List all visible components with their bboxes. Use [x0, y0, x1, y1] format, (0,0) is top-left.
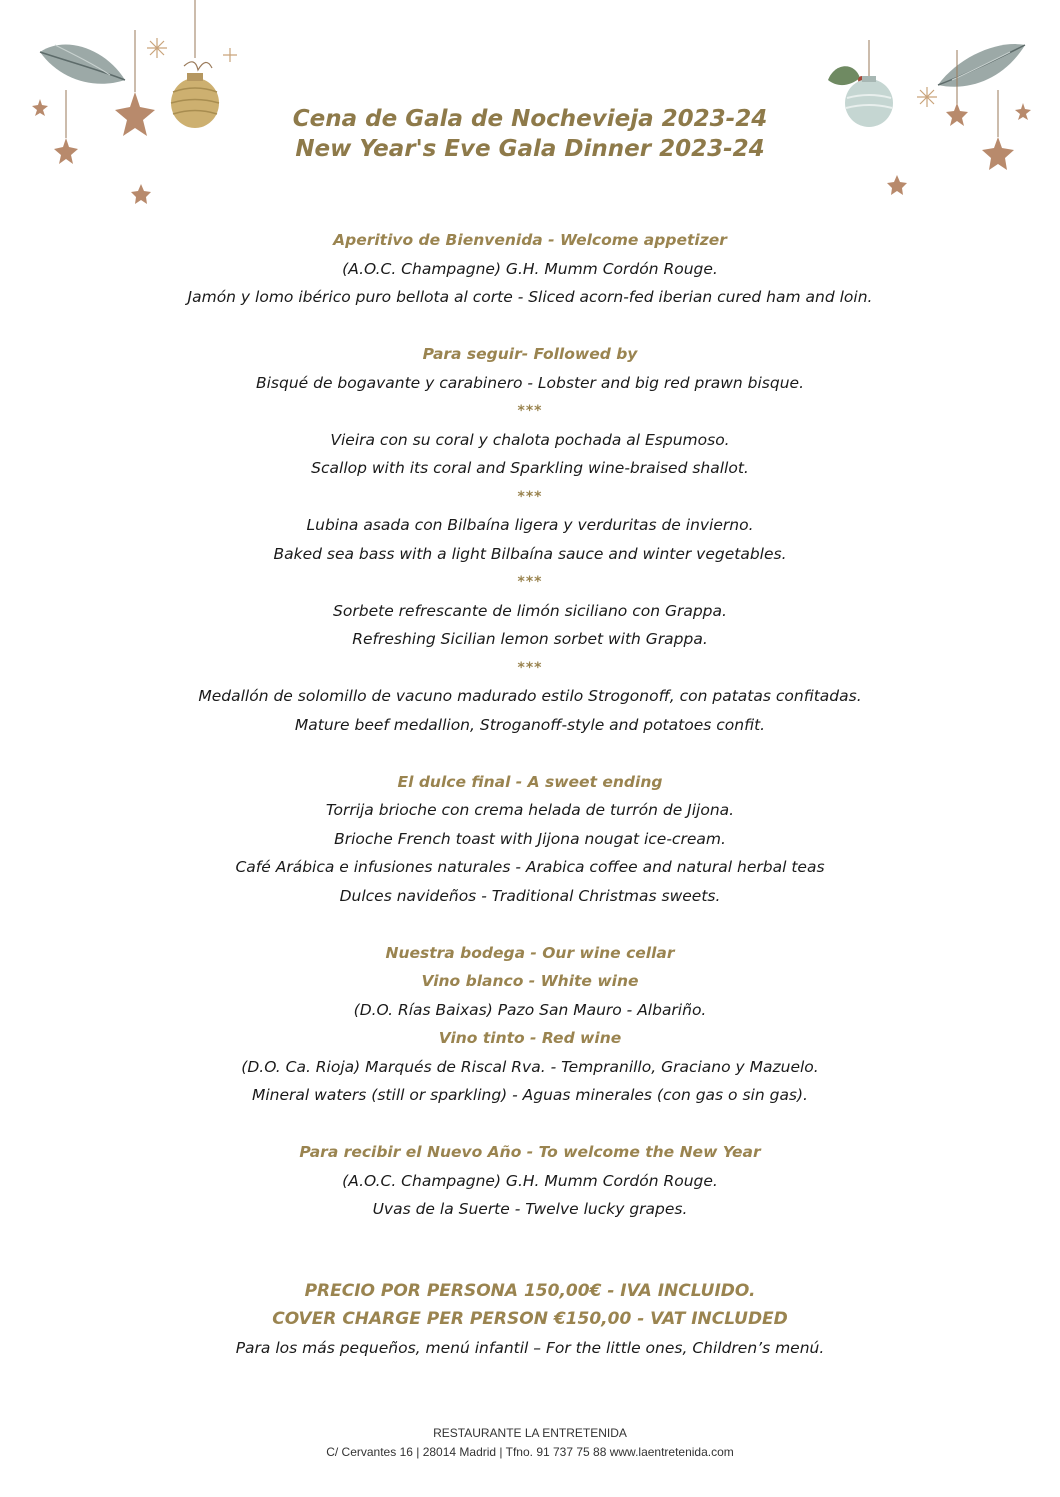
menu-item: (D.O. Rías Baixas) Pazo San Mauro - Albariño. — [353, 1000, 707, 1019]
menu-item: Medallón de solomillo de vacuno madurado estilo Strogonoff, con patatas confitadas. — [198, 687, 862, 705]
footer-restaurant-name: RESTAURANTE LA ENTRETENIDA — [433, 1426, 627, 1440]
menu-item: (D.O. Ca. Rioja) Marqués de Riscal Rva. - Tempranillo, Graciano y Mazuelo. — [241, 1057, 819, 1076]
section-heading-welcome: Aperitivo de Bienvenida - Welcome appetizer — [333, 231, 727, 249]
menu-item: (A.O.C. Champagne) G.H. Mumm Cordón Rouge. — [342, 1171, 718, 1190]
title-spanish: Cena de Gala de Nochevieja 2023-24 — [292, 106, 768, 132]
price-english: COVER CHARGE PER PERSON €150,00 - VAT INCLUDED — [272, 1309, 788, 1329]
menu-item: Refreshing Sicilian lemon sorbet with Grappa. — [352, 630, 708, 648]
price-spanish: PRECIO POR PERSONA 150,00€ - IVA INCLUIDO. — [304, 1281, 756, 1301]
sparkle-icon — [223, 48, 237, 62]
sparkle-icon — [917, 87, 937, 107]
subheading-white-wine: Vino blanco - White wine — [421, 972, 639, 990]
menu-item: Mineral waters (still or sparkling) - Aguas minerales (con gas o sin gas). — [252, 1086, 808, 1104]
course-separator: *** — [517, 403, 543, 419]
menu-item: Baked sea bass with a light Bilbaína sauce and winter vegetables. — [273, 544, 787, 563]
leaf-icon — [938, 44, 1025, 87]
menu-item: Vieira con su coral y chalota pochada al Espumoso. — [330, 430, 730, 449]
subheading-red-wine: Vino tinto - Red wine — [438, 1029, 622, 1047]
course-separator: *** — [517, 574, 543, 590]
course-separator: *** — [517, 659, 543, 676]
menu-item: Mature beef medallion, Stroganoff-style and potatoes confit. — [294, 715, 766, 734]
section-heading-dessert: El dulce final - A sweet ending — [397, 772, 663, 791]
menu-item: Jamón y lomo ibérico puro bellota al corte - Sliced acorn-fed iberian cured ham and loin. — [187, 288, 873, 306]
menu-item: Lubina asada con Bilbaína ligera y verduritas de invierno. — [306, 516, 754, 534]
section-heading-wine: Nuestra bodega - Our wine cellar — [385, 943, 675, 962]
leaf-icon — [40, 45, 125, 84]
section-heading-followed: Para seguir- Followed by — [422, 345, 638, 363]
menu-item: Bisqué de bogavante y carabinero - Lobster and big red prawn bisque. — [255, 373, 805, 392]
menu-item: Scallop with its coral and Sparkling wine-braised shallot. — [311, 459, 749, 477]
childrens-menu-note: Para los más pequeños, menú infantil – For the little ones, Children’s menú. — [235, 1339, 825, 1357]
menu-item: (A.O.C. Champagne) G.H. Mumm Cordón Rouge. — [342, 259, 718, 278]
menu-item: Torrija brioche con crema helada de turrón de Jijona. — [325, 801, 735, 819]
menu-item: Uvas de la Suerte - Twelve lucky grapes. — [372, 1200, 688, 1218]
menu-item: Sorbete refrescante de limón siciliano con Grappa. — [333, 601, 727, 620]
menu-body — [0, 226, 1060, 1224]
star-icon — [887, 175, 907, 195]
menu-item: Café Arábica e infusiones naturales - Arabica coffee and natural herbal teas — [235, 858, 825, 876]
section-heading-newyear: Para recibir el Nuevo Año - To welcome the New Year — [299, 1143, 761, 1161]
menu-item: Brioche French toast with Jijona nougat ice-cream. — [334, 829, 726, 848]
title-english: New Year's Eve Gala Dinner 2023-24 — [295, 136, 765, 162]
sparkle-icon — [147, 38, 167, 58]
menu-item: Dulces navideños - Traditional Christmas sweets. — [339, 886, 721, 905]
star-icon — [131, 184, 151, 204]
footer-address: C/ Cervantes 16 | 28014 Madrid | Tfno. 91 737 75 88 www.laentretenida.com — [326, 1445, 734, 1459]
course-separator: *** — [517, 488, 543, 505]
